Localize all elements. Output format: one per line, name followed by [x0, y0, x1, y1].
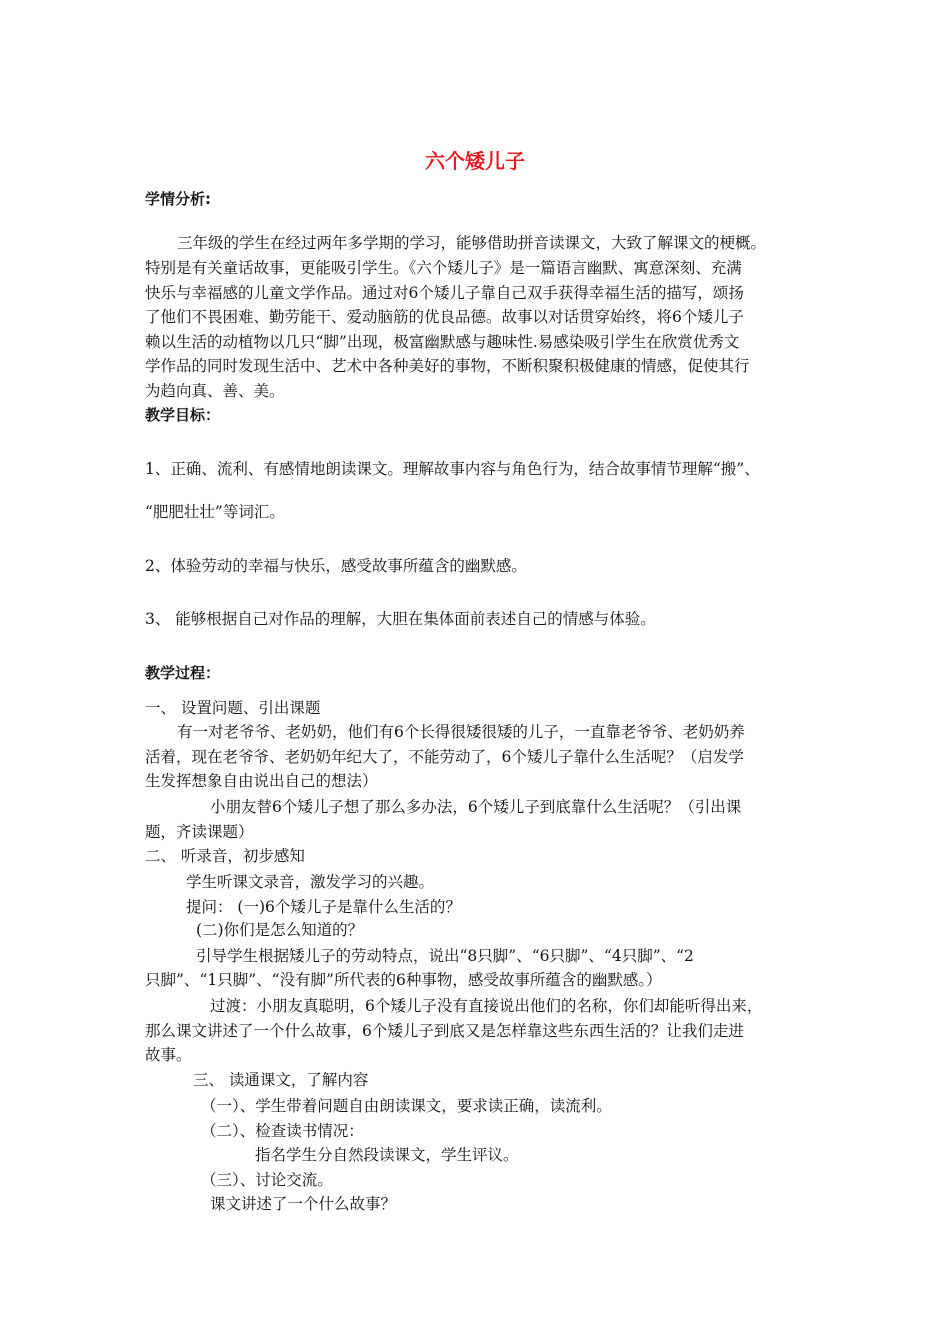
- analysis-heading: 学情分析:: [145, 190, 211, 208]
- document-title: 六个矮儿子: [425, 149, 525, 173]
- process-line: 故事。: [145, 1046, 192, 1064]
- process-line: 生发挥想象自由说出自己的想法）: [145, 772, 378, 790]
- process-step-heading: 一、 设置问题、引出课题: [145, 699, 321, 717]
- goal-item: 1、正确、流利、有感情地朗读课文。理解故事内容与角色行为，结合故事情节理解“搬”、: [145, 460, 760, 478]
- process-line: 学生听课文录音，激发学习的兴趣。: [186, 873, 435, 891]
- process-step-heading: 二、 听录音，初步感知: [145, 847, 305, 865]
- goals-heading: 教学目标：: [145, 406, 221, 424]
- process-line: 提问： (一)6个矮儿子是靠什么生活的？: [186, 898, 461, 916]
- process-line: 小朋友替6个矮儿子想了那么多办法，6个矮儿子到底靠什么生活呢？（引出课: [210, 798, 742, 816]
- analysis-line: 学作品的同时发现生活中、艺术中各种美好的事物，不断积聚积极健康的情感，促使其行: [145, 357, 750, 375]
- process-line: （二）、检查读书情况：: [201, 1122, 364, 1140]
- goal-item: “肥肥壮壮”等词汇。: [145, 503, 285, 521]
- process-line: 过渡：小朋友真聪明，6个矮儿子没有直接说出他们的名称，你们却能听得出来，: [210, 997, 763, 1015]
- process-heading: 教学过程：: [145, 664, 221, 682]
- process-line: 指名学生分自然段读课文，学生评议。: [255, 1146, 519, 1164]
- process-line: （三）、讨论交流。: [201, 1171, 333, 1189]
- process-line: （一）、学生带着问题自由朗读课文，要求读正确，读流利。: [201, 1097, 612, 1115]
- process-line: 只脚”、“1只脚”、“没有脚”所代表的6种事物，感受故事所蕴含的幽默感。）: [145, 971, 662, 989]
- process-line: (二)你们是怎么知道的？: [196, 921, 364, 939]
- analysis-line: 了他们不畏困难、勤劳能干、爱动脑筋的优良品德。故事以对话贯穿始终，将6个矮儿子: [145, 308, 744, 326]
- process-line: 引导学生根据矮儿子的劳动特点，说出“8只脚”、“6只脚”、“4只脚”、“2: [196, 947, 694, 965]
- goal-item: 2、体验劳动的幸福与快乐，感受故事所蕴含的幽默感。: [145, 557, 527, 575]
- process-line: 那么课文讲述了一个什么故事，6个矮儿子到底又是怎样靠这些东西生活的？让我们走进: [145, 1022, 744, 1040]
- process-line: 课文讲述了一个什么故事？: [210, 1195, 397, 1213]
- goal-item: 3、 能够根据自己对作品的理解，大胆在集体面前表述自己的情感与体验。: [145, 610, 656, 628]
- process-line: 题，齐读课题）: [145, 823, 254, 841]
- process-line: 有一对老爷爷、老奶奶，他们有6个长得很矮很矮的儿子，一直靠老爷爷、老奶奶养: [177, 723, 745, 741]
- process-line: 活着，现在老爷爷、老奶奶年纪大了，不能劳动了，6个矮儿子靠什么生活呢？（启发学: [145, 748, 744, 766]
- analysis-line: 为趋向真、善、美。: [145, 382, 285, 400]
- analysis-line: 快乐与幸福感的儿童文学作品。通过对6个矮儿子靠自己双手获得幸福生活的描写，颂扬: [145, 284, 744, 302]
- analysis-line: 特别是有关童话故事，更能吸引学生。《六个矮儿子》是一篇语言幽默、寓意深刻、充满: [145, 259, 742, 277]
- analysis-line: 赖以生活的动植物以几只“脚”出现，极富幽默感与趣味性.易感染吸引学生在欣赏优秀文: [145, 333, 740, 351]
- analysis-line: 三年级的学生在经过两年多学期的学习，能够借助拼音读课文，大致了解课文的梗概。: [177, 234, 767, 252]
- process-step-heading: 三、 读通课文，了解内容: [193, 1071, 369, 1089]
